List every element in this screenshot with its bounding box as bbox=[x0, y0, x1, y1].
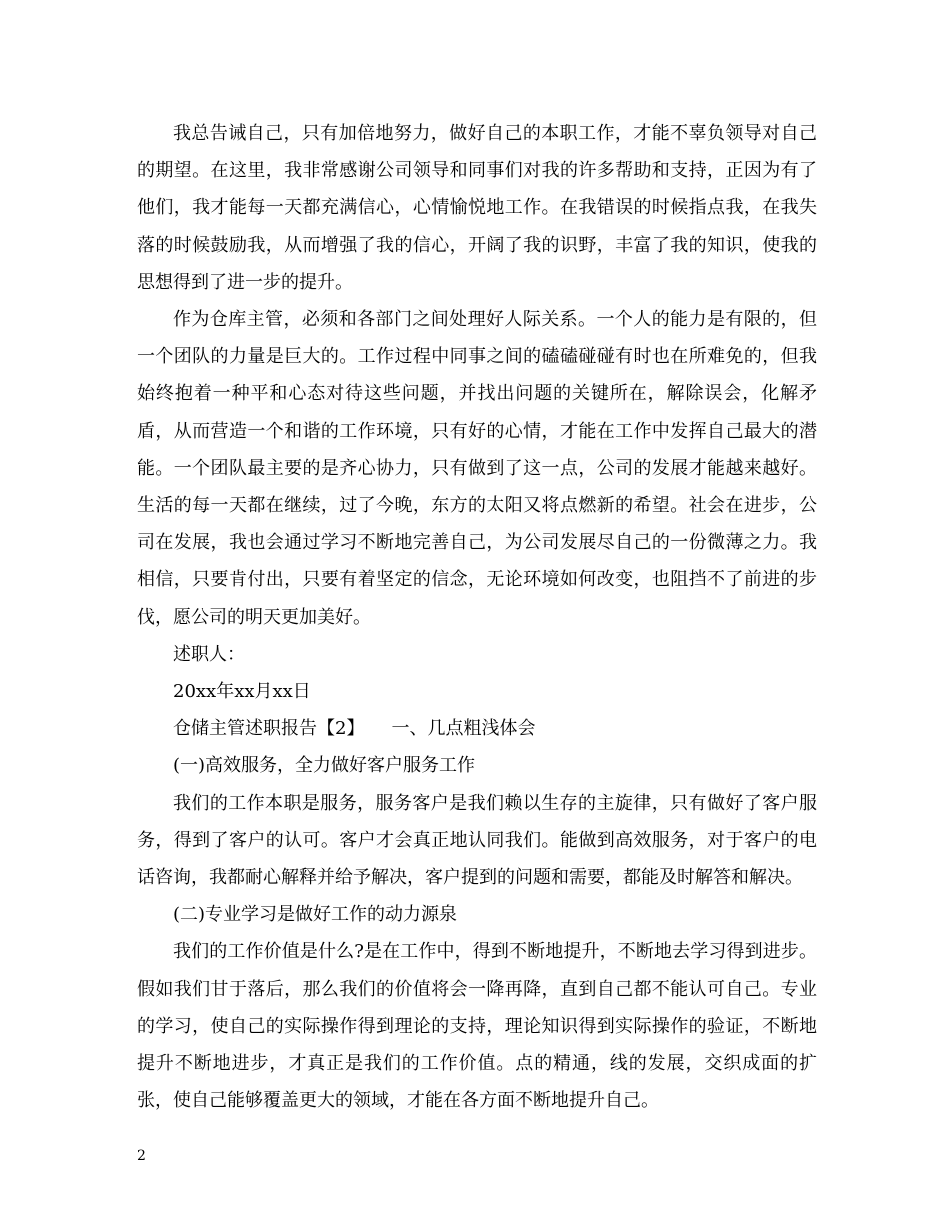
paragraph-customer-service: 我们的工作本职是服务，服务客户是我们赖以生存的主旋律，只有做好了客户服务，得到了客户的认可。客户才会真正地认同我们。能做到高效服务，对于客户的电话咨询，我都耐心解释并给予解决，客户提到的问题和需要，都能及时解答和解决。 bbox=[137, 792, 817, 889]
subheading-professional-learning: (二)专业学习是做好工作的动力源泉 bbox=[173, 904, 458, 926]
document-body bbox=[137, 115, 817, 1119]
signature-label: 述职人： bbox=[173, 643, 245, 665]
page-number: 2 bbox=[137, 1148, 146, 1164]
paragraph-gratitude: 我总告诫自己，只有加倍地努力，做好自己的本职工作，才能不辜负领导对自己的期望。在这里，我非常感谢公司领导和同事们对我的许多帮助和支持，正因为有了他们，我才能每一天都充满信心，心情愉悦地工作。在我错误的时候指点我，在我失落的时候鼓励我，从而增强了我的信心，开阔了我的识野，丰富了我的知识，使我的思想得到了进一步的提升。 bbox=[137, 123, 817, 293]
signature-date: 20xx年xx月xx日 bbox=[173, 681, 311, 703]
paragraph-teamwork: 作为仓库主管，必须和各部门之间处理好人际关系。一个人的能力是有限的，但一个团队的力量是巨大的。工作过程中同事之间的磕磕碰碰有时也在所难免的，但我始终抱着一种平和心态对待这些问题，并找出问题的关键所在，解除误会，化解矛盾，从而营造一个和谐的工作环境，只有好的心情，才能在工作中发挥自己最大的潜能。一个团队最主要的是齐心协力，只有做到了这一点，公司的发展才能越来越好。生活的每一天都在继续，过了今晚，东方的太阳又将点燃新的希望。社会在进步，公司在发展，我也会通过学习不断地完善自己，为公司发展尽自己的一份微薄之力。我相信，只要肯付出，只要有着坚定的信念，无论环境如何改变，也阻挡不了前进的步伐，愿公司的明天更加美好。 bbox=[137, 309, 817, 628]
paragraph-work-value: 我们的工作价值是什么?是在工作中，得到不断地提升，不断地去学习得到进步。假如我们甘于落后，那么我们的价值将会一降再降，直到自己都不能认可自己。专业的学习，使自己的实际操作得到理论的支持，理论知识得到实际操作的验证，不断地提升不断地进步，才真正是我们的工作价值。点的精通，线的发展，交织成面的扩张，使自己能够覆盖更大的领域，才能在各方面不断地提升自己。 bbox=[137, 941, 817, 1112]
subheading-efficient-service: (一)高效服务，全力做好客户服务工作 bbox=[173, 755, 476, 777]
section-heading-report-2: 仓储主管述职报告【2】 一、几点粗浅体会 bbox=[173, 718, 536, 740]
